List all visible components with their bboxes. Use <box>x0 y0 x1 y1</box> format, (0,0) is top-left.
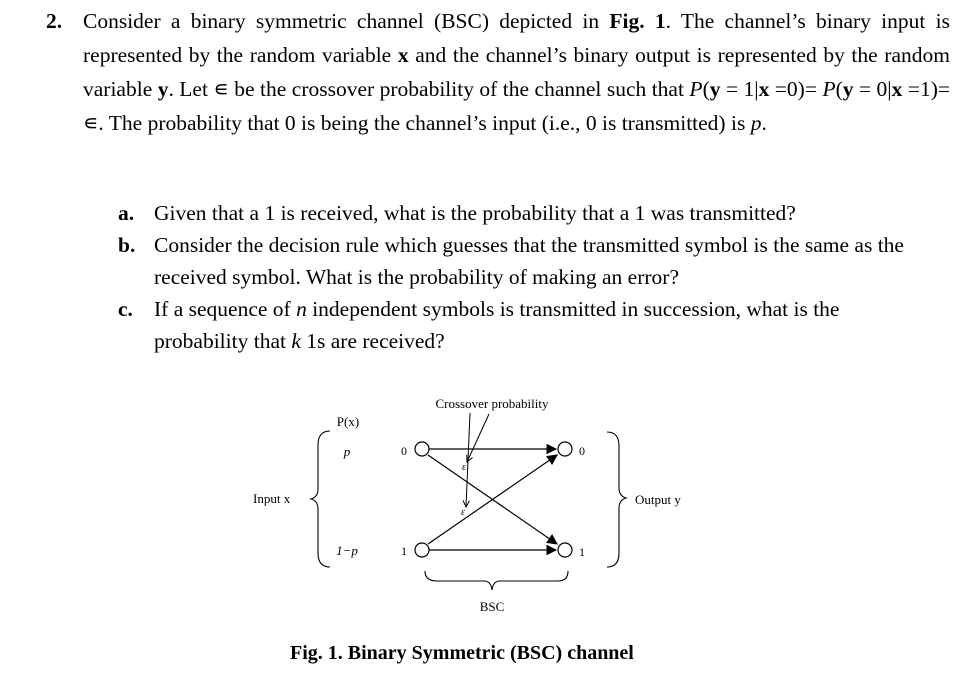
variable-n: n <box>296 297 307 321</box>
bsc-brace <box>425 571 568 590</box>
crossover-pointer-upper <box>467 414 489 462</box>
part-label: b. <box>118 233 136 257</box>
output-brace <box>607 432 626 567</box>
variable-x: x <box>891 77 903 101</box>
output-label: Output y <box>635 492 681 507</box>
problem-number: 2. <box>46 9 63 33</box>
stem-text: ( <box>702 77 710 101</box>
epsilon-lower-label: ε <box>461 507 465 518</box>
prob-p-label: p <box>343 444 351 459</box>
variable-x: x <box>758 77 770 101</box>
input-symbol-1: 1 <box>401 544 407 558</box>
stem-text: =1)= ∊. The probability that 0 is being the channel’s input (i.e., 0 is transmitted) is <box>83 77 950 135</box>
part-text: 1s are received? <box>300 329 445 353</box>
part-label: a. <box>118 201 135 225</box>
variable-k: k <box>291 329 301 353</box>
prob-symbol: P <box>822 77 836 101</box>
stem-text: and the channel’s binary output is represented by the random variable <box>83 43 950 101</box>
figure-caption: Fig. 1. Binary Symmetric (BSC) channel <box>290 642 634 664</box>
output-symbol-1: 1 <box>579 545 585 559</box>
output-node-1 <box>558 543 572 557</box>
stem-text: = 0| <box>853 77 892 101</box>
figure-reference: Fig. 1 <box>609 9 666 33</box>
input-brace <box>311 431 330 567</box>
input-symbol-0: 0 <box>401 444 407 458</box>
bsc-label: BSC <box>479 599 505 614</box>
part-text: Consider the decision rule which guesses that the transmitted symbol is the same as the received symbol. What is the probability of making an error? <box>154 233 904 289</box>
stem-text: ( <box>835 77 843 101</box>
px-label: P(x) <box>336 414 360 429</box>
input-node-1 <box>415 543 429 557</box>
variable-p: p <box>750 111 762 135</box>
stem-text: . <box>761 111 767 135</box>
variable-y: y <box>842 77 854 101</box>
stem-text: Consider a binary symmetric channel (BSC) depicted in <box>83 9 610 33</box>
stem-text: . The channel’s binary input is represented by the random variable <box>83 9 950 67</box>
part-label: c. <box>118 297 133 321</box>
epsilon-upper-label: ε <box>462 462 466 473</box>
stem-text: . Let ∊ be the crossover probability of the channel such that <box>168 77 690 101</box>
output-node-0 <box>558 442 572 456</box>
part-text: If a sequence of <box>154 297 297 321</box>
part-text: Given that a 1 is received, what is the probability that a 1 was transmitted? <box>154 201 796 225</box>
variable-y: y <box>157 77 169 101</box>
variable-x: x <box>397 43 409 67</box>
prob-symbol: P <box>689 77 703 101</box>
part-text: independent symbols is transmitted in succession, what is the probability that <box>154 297 840 353</box>
output-symbol-0: 0 <box>579 444 585 458</box>
prob-one-minus-p-label: 1−p <box>336 543 358 558</box>
crossover-probability-label: Crossover probability <box>435 396 549 411</box>
input-label: Input x <box>253 491 291 506</box>
input-node-0 <box>415 442 429 456</box>
stem-text: = 1| <box>720 77 759 101</box>
variable-y: y <box>709 77 721 101</box>
crossover-pointer-lower <box>466 413 470 507</box>
stem-text: =0)= <box>769 77 823 101</box>
